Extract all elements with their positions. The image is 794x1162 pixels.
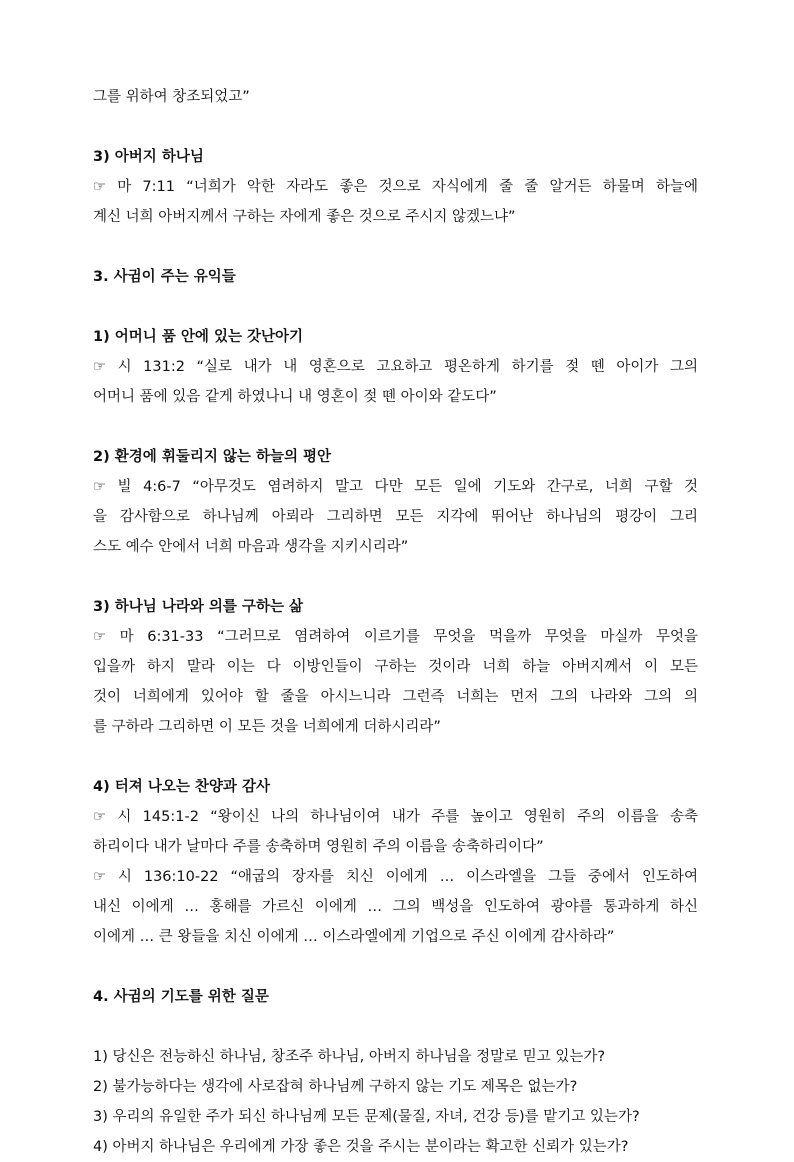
benefit-verse-line: 하리이다 내가 날마다 주를 송축하며 영원히 주의 이름을 송축하리이다”: [93, 839, 544, 855]
question-item: 1) 당신은 전능하신 하나님, 창조주 하나님, 아버지 하나님을 정말로 믿고 있는가?: [93, 1049, 606, 1065]
benefit-verse-line: ☞ 시 136:10-22 “애굽의 장자를 치신 이에게 … 이스라엘을 그들 중에서 인도하여: [93, 869, 698, 885]
benefit-verse-line: 이에게 … 큰 왕들을 치신 이에게 … 이스라엘에게 기업으로 주신 이에게 감사하라”: [93, 929, 615, 945]
spacer: [93, 412, 698, 442]
spacer: [93, 112, 698, 142]
spacer: [93, 1012, 698, 1042]
benefit-heading: 3) 하나님 나라와 의를 구하는 삶: [93, 599, 304, 615]
benefit-verse-line: 어머니 품에 있음 같게 하였나니 내 영혼이 젖 뗀 아이와 같도다”: [93, 389, 497, 405]
benefit-verse-line: ☞ 마 6:31-33 “그러므로 염려하여 이르기를 무엇을 먹을까 무엇을 마실까 무엇을: [93, 629, 698, 645]
spacer: [93, 232, 698, 262]
spacer: [93, 562, 698, 592]
spacer: [93, 952, 698, 982]
section3-title: 3. 사귐이 주는 유익들: [93, 269, 236, 285]
intro-tail-text: 그를 위하여 창조되었고”: [93, 89, 250, 105]
benefit-verse-line: 내신 이에게 … 홍해를 가르신 이에게 … 그의 백성을 인도하여 광야를 통과하게 하신: [93, 899, 698, 915]
benefit-verse-line: 입을까 하지 말라 이는 다 이방인들이 구하는 것이라 너희 하늘 아버지께서 이 모든: [93, 659, 698, 675]
document-page: [93, 82, 698, 1162]
benefit-heading: 1) 어머니 품 안에 있는 갓난아기: [93, 329, 304, 345]
section4-title: 4. 사귐의 기도를 위한 질문: [93, 989, 269, 1005]
question-item: 4) 아버지 하나님은 우리에게 가장 좋은 것을 주시는 분이라는 확고한 신뢰가 있는가?: [93, 1139, 629, 1155]
benefit-verse-line: ☞ 시 145:1-2 “왕이신 나의 하나님이여 내가 주를 높이고 영원히 주의 이름을 송축: [93, 809, 698, 825]
spacer: [93, 292, 698, 322]
benefit-verse-line: ☞ 빌 4:6-7 “아무것도 염려하지 말고 다만 모든 일에 기도와 간구로, 너희 구할 것: [93, 479, 698, 495]
spacer: [93, 742, 698, 772]
question-item: 3) 우리의 유일한 주가 되신 하나님께 모든 문제(물질, 자녀, 건강 등)를 맡기고 있는가?: [93, 1109, 640, 1125]
benefit-verse-line: ☞ 시 131:2 “실로 내가 내 영혼으로 고요하고 평온하게 하기를 젖 뗀 아이가 그의: [93, 359, 698, 375]
father-heading: 3) 아버지 하나님: [93, 149, 204, 165]
question-item: 2) 불가능하다는 생각에 사로잡혀 하나님께 구하지 않는 기도 제목은 없는가?: [93, 1079, 578, 1095]
benefit-verse-line: 을 감사함으로 하나님께 아뢰라 그리하면 모든 지각에 뛰어난 하나님의 평강이 그리: [93, 509, 698, 525]
benefit-verse-line: 를 구하라 그리하면 이 모든 것을 너희에게 더하시리라”: [93, 719, 441, 735]
father-verse-line: 계신 너희 아버지께서 구하는 자에게 좋은 것으로 주시지 않겠느냐”: [93, 209, 516, 225]
benefit-verse-line: 스도 예수 안에서 너희 마음과 생각을 지키시리라”: [93, 539, 409, 555]
benefit-heading: 4) 터져 나오는 찬양과 감사: [93, 779, 270, 795]
benefit-verse-line: 것이 너희에게 있어야 할 줄을 아시느니라 그런즉 너희는 먼저 그의 나라와 그의 의: [93, 689, 698, 705]
benefit-heading: 2) 환경에 휘둘리지 않는 하늘의 평안: [93, 449, 332, 465]
father-verse-line: ☞ 마 7:11 “너희가 악한 자라도 좋은 것으로 자식에게 줄 줄 알거든 하물며 하늘에: [93, 179, 698, 195]
